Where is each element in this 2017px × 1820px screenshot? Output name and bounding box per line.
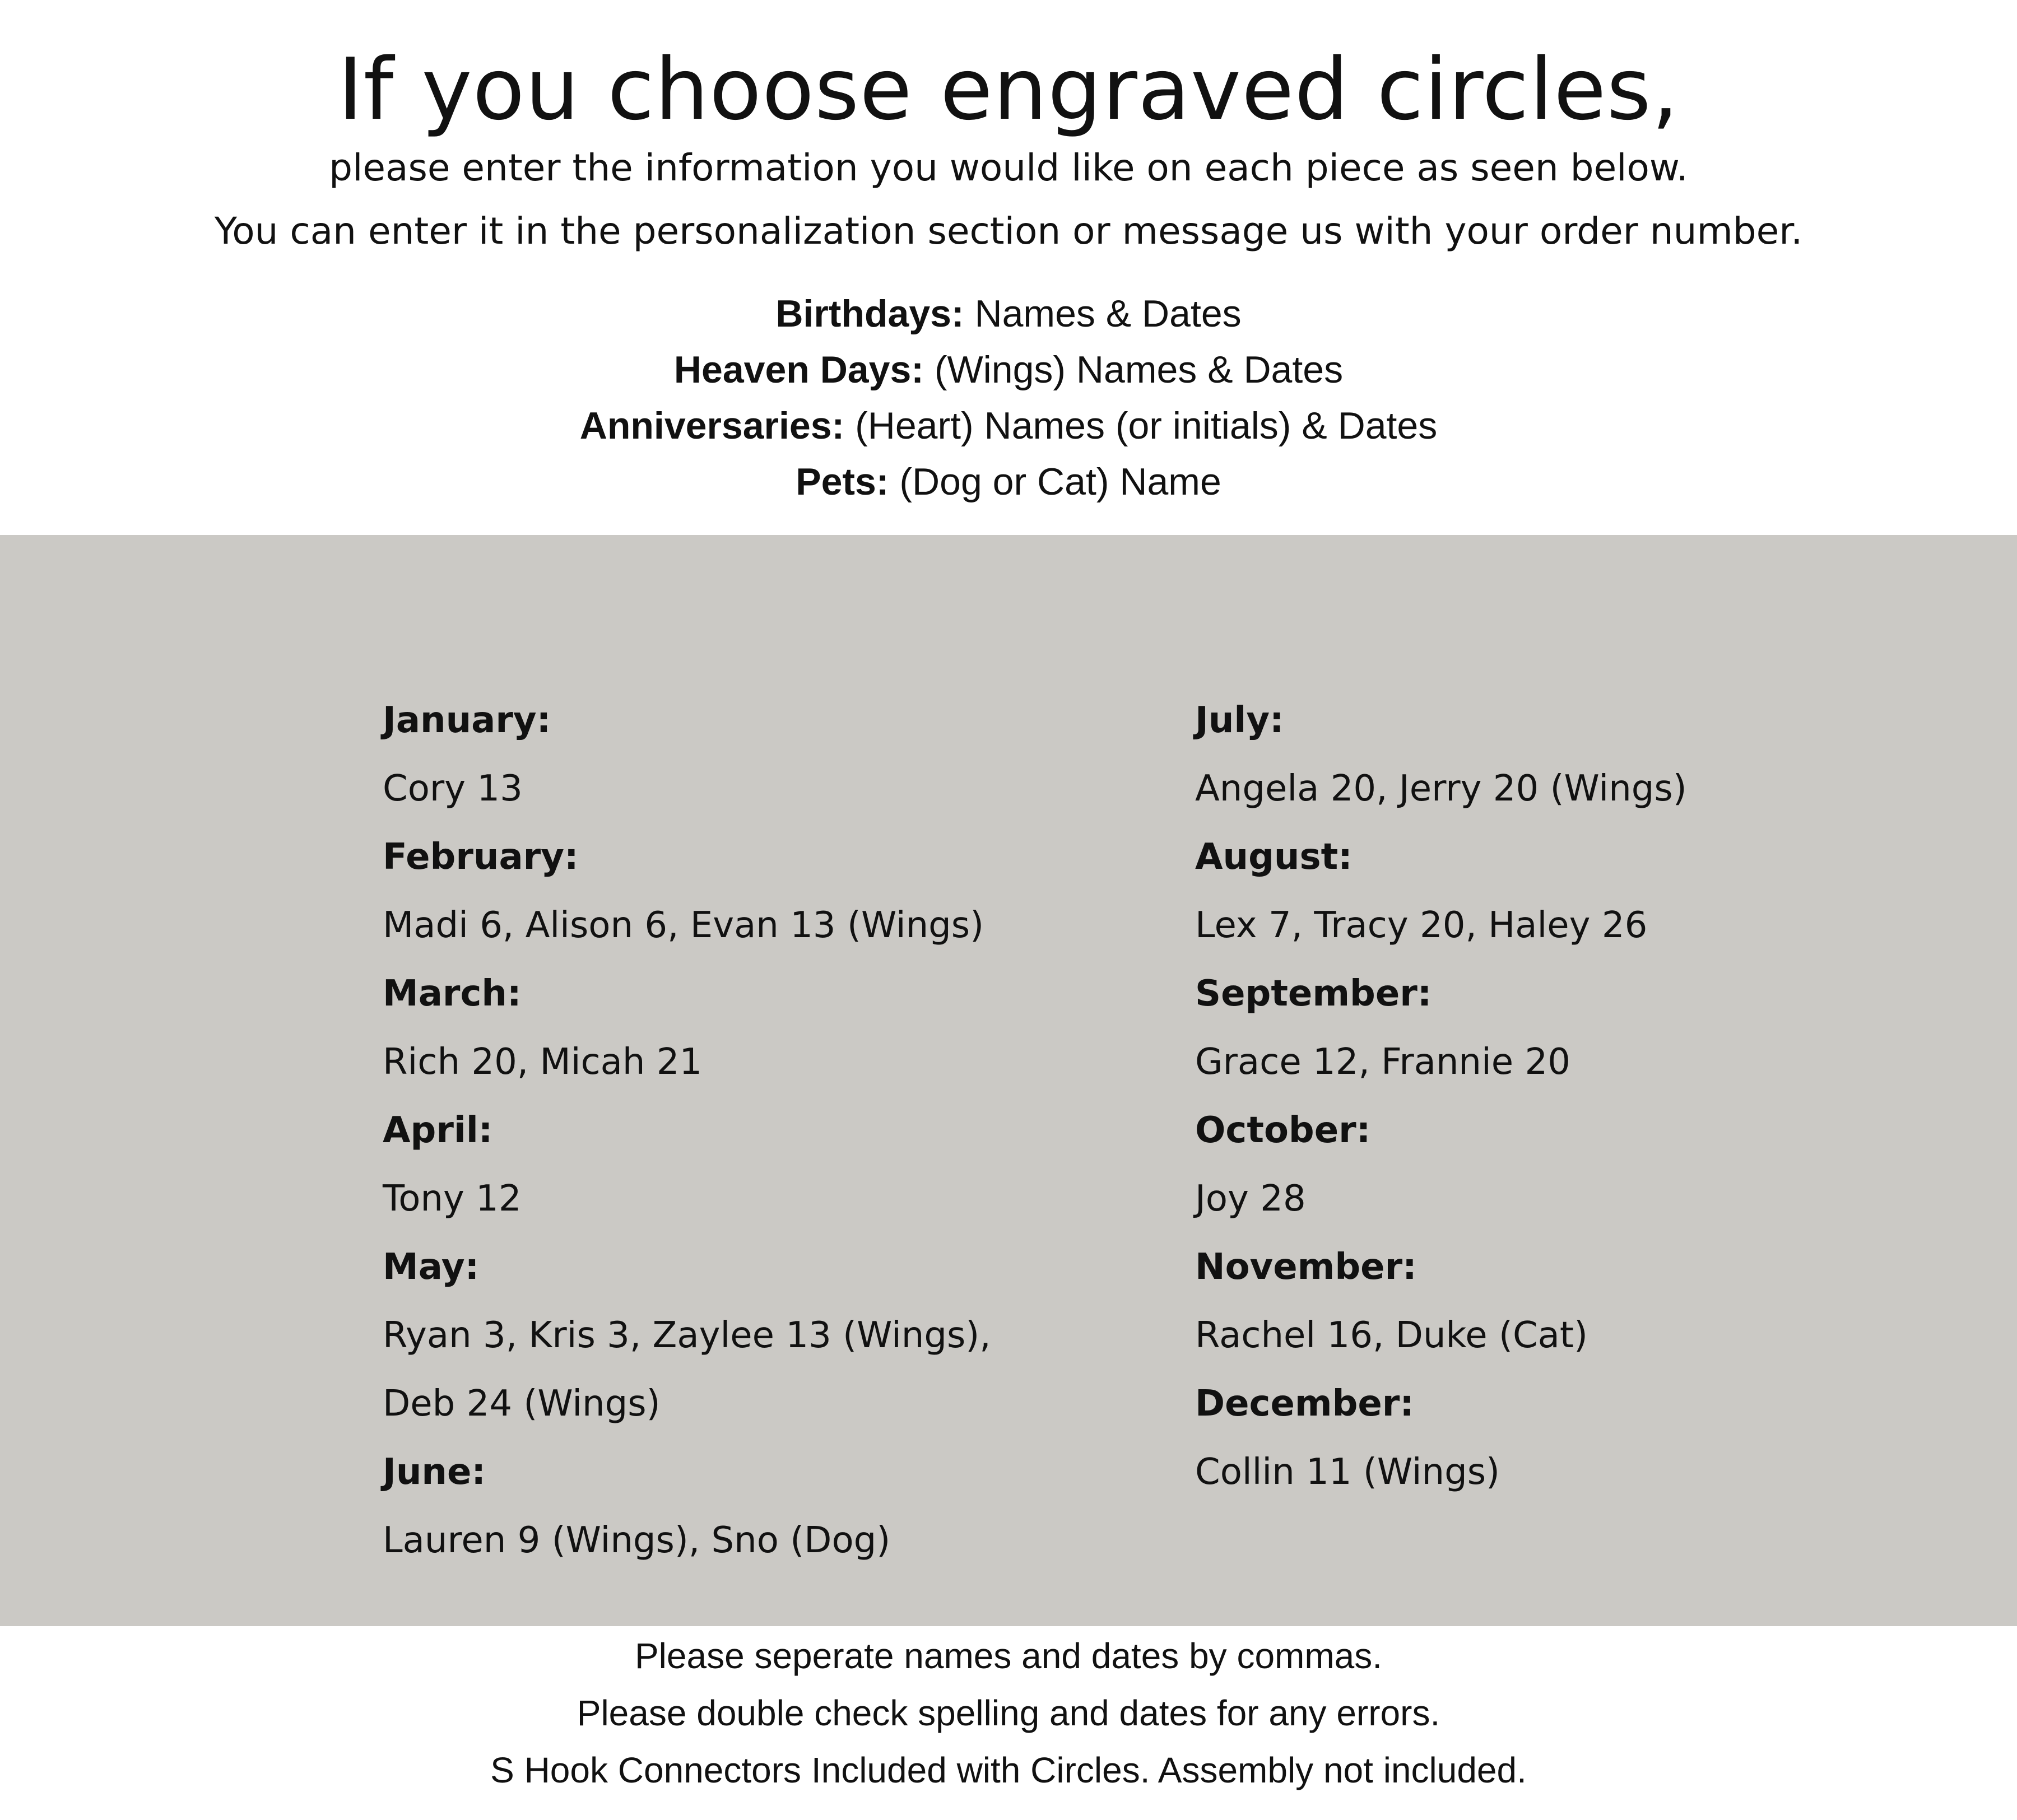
category-text: (Dog or Cat) Name: [889, 460, 1221, 503]
intro-line-1: please enter the information you would like on each piece as seen below.: [329, 146, 1688, 189]
page-title: If you choose engraved circles,: [337, 40, 1680, 139]
category-text: Names & Dates: [964, 292, 1242, 335]
footer-note-hooks: S Hook Connectors Included with Circles. Assembly not included.: [490, 1750, 1527, 1790]
intro-line-2: You can enter it in the personalization section or message us with your order number.: [214, 210, 1803, 253]
month-entry: Grace 12, Frannie 20: [1195, 1041, 1570, 1083]
category-label: Heaven Days:: [673, 348, 924, 391]
month-name: July:: [1195, 700, 1284, 741]
header: [0, 0, 2017, 535]
footer-note-spelling: Please double check spelling and dates for any errors.: [577, 1693, 1440, 1733]
month-entry: Tony 12: [383, 1178, 522, 1219]
month-name: April:: [383, 1110, 493, 1151]
month-entry: Collin 11 (Wings): [1195, 1451, 1500, 1493]
month-name: September:: [1195, 973, 1432, 1014]
category-pets: [0, 457, 2017, 507]
month-entry: Rachel 16, Duke (Cat): [1195, 1315, 1588, 1356]
category-text: (Wings) Names & Dates: [923, 348, 1344, 391]
footer-note-commas: Please seperate names and dates by commas.: [634, 1636, 1383, 1676]
month-name: May:: [383, 1246, 480, 1288]
category-label: Pets:: [796, 460, 889, 503]
month-name: February:: [383, 836, 579, 878]
month-name: October:: [1195, 1110, 1371, 1151]
month-name: November:: [1195, 1246, 1417, 1288]
month-entry: Madi 6, Alison 6, Evan 13 (Wings): [383, 905, 984, 946]
month-name: December:: [1195, 1383, 1414, 1425]
category-label: Anniversaries:: [579, 404, 845, 447]
month-entry: Cory 13: [383, 768, 523, 809]
category-anniversaries: [0, 401, 2017, 451]
month-entry: Rich 20, Micah 21: [383, 1041, 703, 1083]
month-entry: Joy 28: [1195, 1178, 1306, 1219]
month-entry: Angela 20, Jerry 20 (Wings): [1195, 768, 1687, 809]
month-name: March:: [383, 973, 522, 1014]
category-text: (Heart) Names (or initials) & Dates: [844, 404, 1438, 447]
category-label: Birthdays:: [775, 292, 964, 335]
months-column-left: [383, 686, 1167, 1575]
month-name: August:: [1195, 836, 1353, 878]
months-column-right: [1195, 686, 1979, 1506]
month-entry: Ryan 3, Kris 3, Zaylee 13 (Wings),: [383, 1315, 991, 1356]
month-name: June:: [383, 1451, 486, 1493]
month-entry: Deb 24 (Wings): [383, 1383, 661, 1425]
category-heaven-days: [0, 345, 2017, 395]
month-entry: Lauren 9 (Wings), Sno (Dog): [383, 1520, 891, 1561]
month-name: January:: [383, 700, 551, 741]
month-entry: Lex 7, Tracy 20, Haley 26: [1195, 905, 1648, 946]
category-birthdays: [0, 288, 2017, 339]
